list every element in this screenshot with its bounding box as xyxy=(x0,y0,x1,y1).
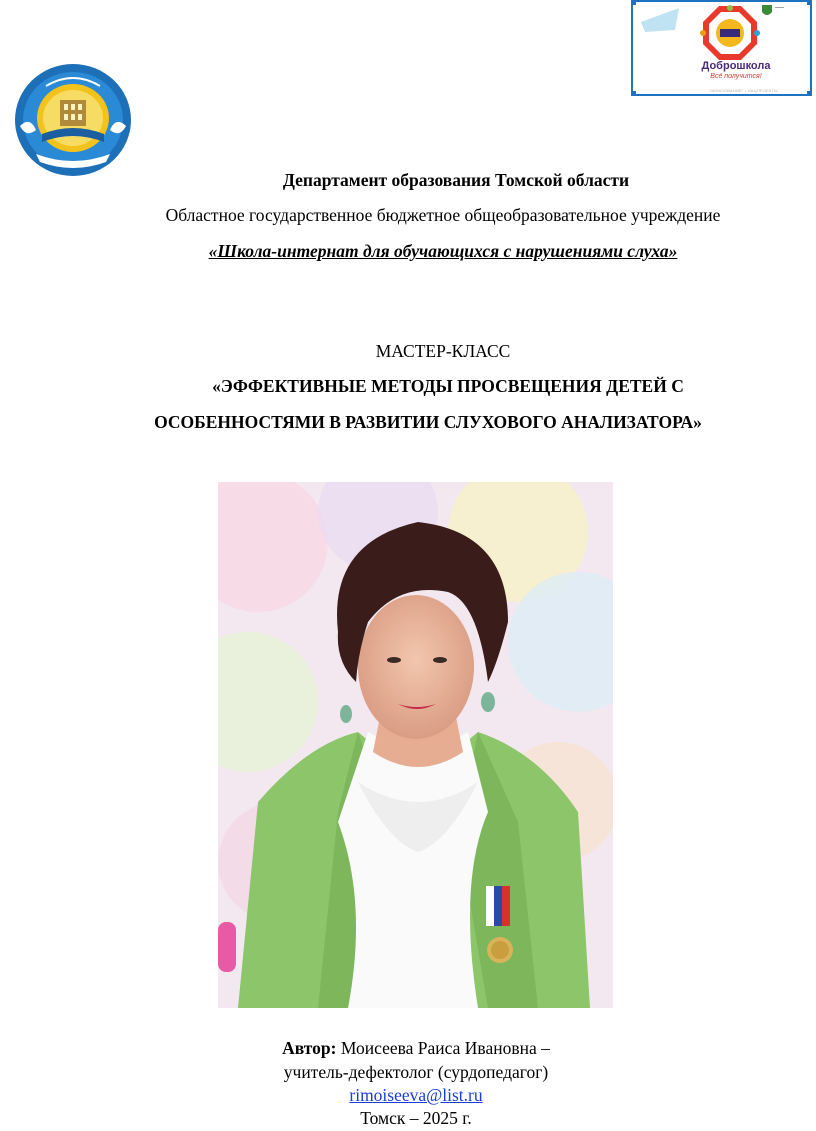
badge-slogan: Всё получится! xyxy=(710,73,762,80)
masterclass-title-line1: «ЭФФЕКТИВНЫЕ МЕТОДЫ ПРОСВЕЩЕНИЯ ДЕТЕЙ С xyxy=(212,376,684,396)
school-name: «Школа-интернат для обучающихся с нарушениями слуха» xyxy=(208,241,678,261)
dobroshkola-badge xyxy=(631,0,812,96)
dobroshkola-logo-icon xyxy=(699,4,761,62)
school-emblem-icon xyxy=(6,56,140,184)
institution-type: Областное государственное бюджетное общеобразовательное учреждение xyxy=(165,205,721,225)
coat-of-arms-icon xyxy=(761,4,773,18)
author-email-link[interactable]: rimoiseeva@list.ru xyxy=(349,1085,483,1105)
author-position: учитель-дефектолог (сурдопедагог) xyxy=(283,1062,549,1082)
city-year: Томск – 2025 г. xyxy=(360,1108,472,1128)
corner-marker xyxy=(631,0,636,5)
masterclass-title-line2: ОСОБЕННОСТЯМИ В РАЗВИТИИ СЛУХОВОГО АНАЛИЗАТОРА» xyxy=(154,412,702,432)
badge-name: Доброшкола xyxy=(701,60,771,72)
author-label: Автор: xyxy=(282,1038,337,1058)
author-email-line xyxy=(0,1085,816,1106)
school-emblem xyxy=(6,56,140,184)
corner-marker xyxy=(631,91,636,96)
department-heading: Департамент образования Томской области xyxy=(282,170,630,190)
author-portrait-photo xyxy=(218,482,613,1008)
ministry-caption: ▬▬▬ xyxy=(775,5,784,9)
masterclass-label: МАСТЕР-КЛАСС xyxy=(375,341,511,361)
corner-marker xyxy=(807,0,812,5)
author-name: Моисеева Раиса Ивановна – xyxy=(336,1038,550,1058)
author-line xyxy=(0,1038,816,1059)
badge-footer: "ОБРАЗОВАНИЕ" • НАЦПРОЕКТЫ xyxy=(708,88,778,93)
decorative-wedge-icon xyxy=(641,8,681,38)
